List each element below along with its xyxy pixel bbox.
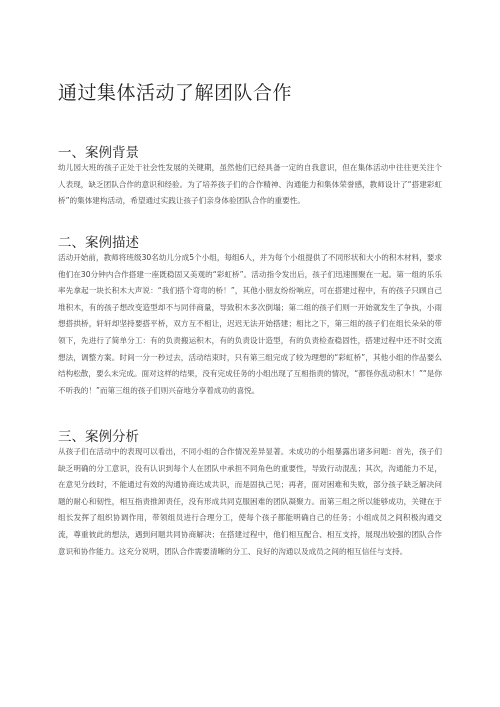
section-heading-background: 一、案例背景 — [58, 145, 139, 161]
section-heading-analysis: 三、案例分析 — [58, 429, 139, 445]
section-heading-description: 二、案例描述 — [58, 235, 139, 251]
document-title: 通过集体活动了解团队合作 — [58, 82, 293, 104]
section-body-description: 活动开始前，教师将班级30名幼儿分成5个小组，每组6人，并为每个小组提供了不同形状和大小的积木材料，要求他们在30分钟内合作搭建一座既稳固又美观的“彩虹桥”。活动指令发出后，孩子们迅速围聚在一起。第一组的乐乐率先拿起一块长积木大声说：“我们搭个弯弯的桥！”，其他小朋友纷纷响应，可在搭建过程中，有的孩子只顾自己堆积木，有的孩子想改变造型却不与同伴商量，导致积木多次倒塌；第二组的孩子们则一开始就发生了争执，小雨想搭拱桥，轩轩却坚持要搭平桥，双方互不相让，迟迟无法开始搭建；相比之下，第三组的孩子们在组长朵朵的带领下，先进行了简单分工：有的负责搬运积木，有的负责设计造型，有的负责检查稳固性，搭建过程中还不时交流想法，调整方案。时间一分一秒过去，活动结束时，只有第三组完成了较为理想的“彩虹桥”，其他小组的作品要么结构松散，要么未完成。面对这样的结果，没有完成任务的小组出现了互相指责的情况，“都怪你乱动积木！”“是你不听我的！”而第三组的孩子们则兴奋地分享着成功的喜悦。 — [58, 253, 442, 395]
section-body-analysis: 从孩子们在活动中的表现可以看出，不同小组的合作情况差异显著。未成功的小组暴露出诸多问题：首先，孩子们缺乏明确的分工意识，没有认识到每个人在团队中承担不同角色的重要性，导致行动混乱；其次，沟通能力不足，在意见分歧时，不能通过有效的沟通协商达成共识，而是固执己见；再者，面对困难和失败，部分孩子缺乏解决问题的耐心和韧性，相互指责推卸责任，没有形成共同克服困难的团队凝聚力。而第三组之所以能够成功，关键在于组长发挥了组织协调作用，带领组员进行合理分工，使每个孩子都能明确自己的任务；小组成员之间积极沟通交流，尊重彼此的想法，遇到问题共同协商解决；在搭建过程中，他们相互配合、相互支持，展现出较强的团队合作意识和协作能力。这充分说明，团队合作需要清晰的分工、良好的沟通以及成员之间的相互信任与支持。 — [58, 447, 442, 556]
section-body-background: 幼儿园大班的孩子正处于社会性发展的关键期，虽然他们已经具备一定的自我意识，但在集体活动中往往更关注个人表现，缺乏团队合作的意识和经验。为了培养孩子们的合作精神、沟通能力和集体荣誉感，教师设计了“搭建彩虹桥”的集体建构活动，希望通过实践让孩子们亲身体验团队合作的重要性。 — [58, 163, 442, 206]
